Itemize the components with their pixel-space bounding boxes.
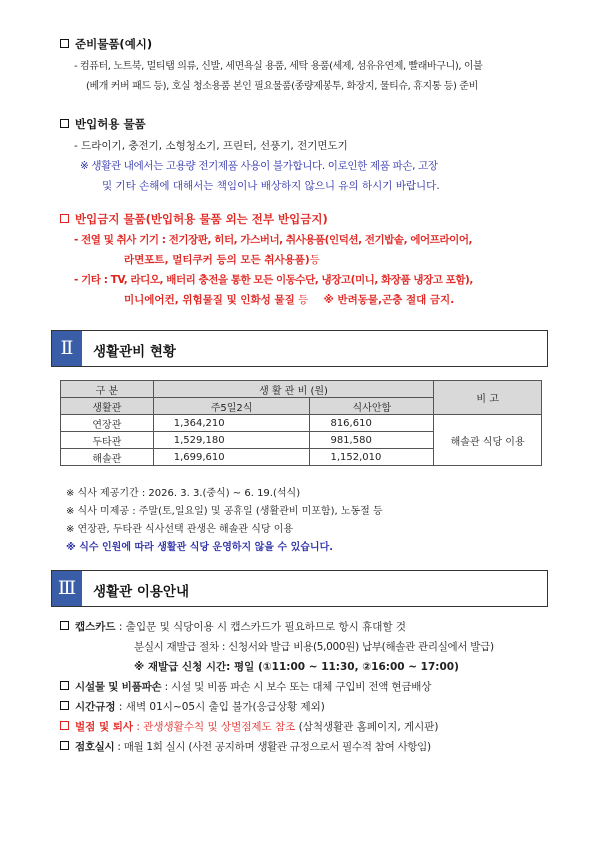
checkbox-bullet-icon (60, 721, 69, 730)
sub-weekly-header: 주5일2식 (153, 398, 310, 415)
forbidden-line-4 (124, 292, 454, 307)
section-3-header (51, 570, 548, 607)
no-meal-cost: 1,152,010 (310, 449, 434, 466)
checkbox-bullet-icon (60, 621, 69, 630)
section-2-header (51, 330, 548, 367)
damage-label: 시설물 및 비품파손 (75, 681, 162, 693)
allowed-note-1: ※ 생활관 내에서는 고용량 전기제품 사용이 불가합니다. 이로인한 제품 파손, 고장 (80, 160, 438, 172)
table-row (61, 415, 542, 432)
penalty-reference: : 관생생활수칙 및 상벌점제도 참조 (136, 721, 296, 733)
hall-name: 두타관 (61, 432, 154, 449)
damage-text: : 시설 및 비품 파손 시 보수 또는 대체 구입비 전액 현금배상 (164, 681, 432, 693)
caps-card-reissue-time: ※ 재발급 신청 시간: 평일 (①11:00 ~ 11:30, ②16:00 ~ 17:00) (134, 661, 459, 673)
forbidden-line-4-text: 미니에어컨, 위험물질 및 인화성 물질 (124, 294, 295, 306)
section-2-title: 생활관비 현황 (93, 344, 176, 360)
forbidden-line-1: - 전열 및 취사 기기 : 전기장판, 히터, 가스버너, 취사용품(인덕션, 전기밥솥, 에어프라이어, (74, 234, 473, 246)
time-rule-text: : 새벽 01시~05시 출입 불가(응급상황 제외) (118, 701, 325, 713)
time-rule-label: 시간규정 (75, 701, 116, 713)
checkbox-bullet-icon (60, 39, 69, 48)
caps-card-text: : 출입문 및 식당이용 시 캡스카드가 필요하므로 항시 휴대할 것 (118, 621, 407, 633)
weekly-cost: 1,699,610 (153, 449, 310, 466)
prepare-line-1: - 컴퓨터, 노트북, 멀티탭 의류, 신발, 세면욕실 용품, 세탁 용품(세제, 섬유유연제, 빨래바구니), 이불 (74, 61, 483, 72)
forbidden-pet-notice: ※ 반려동물,곤충 절대 금지. (323, 294, 455, 306)
no-meal-note: ※ 식사 미제공 : 주말(토,일요일) 및 공휴일 (생활관비 미포함), 노동절 등 (66, 506, 383, 517)
col-category-header: 구 분 (61, 381, 154, 398)
roll-call-text: : 매월 1회 실시 (사전 공지하며 생활관 규정으로서 필수적 참여 사항임) (117, 741, 431, 753)
allowed-line-1: - 드라이기, 충전기, 소형청소기, 프린터, 선풍기, 전기면도기 (74, 140, 348, 152)
roll-call-item (60, 739, 431, 754)
cost-table (60, 380, 542, 466)
sub-hall-header: 생활관 (61, 398, 154, 415)
forbidden-line-2 (124, 252, 320, 267)
col-note-header: 비 고 (434, 381, 542, 415)
prepare-line-2: (베개 커버 패드 등), 호실 청소용품 본인 필요물품(종량제봉투, 화장지, 물티슈, 휴지통 등) 준비 (86, 81, 478, 92)
checkbox-bullet-icon (60, 214, 69, 223)
allowed-note-2: 및 기타 손해에 대해서는 책임이나 배상하지 않으니 유의 하시기 바랍니다. (102, 180, 440, 192)
sub-meal-header: 식사안함 (310, 398, 434, 415)
forbidden-line-2-suffix: 등 (309, 254, 320, 266)
note-value: 해솔관 식당 이용 (434, 415, 542, 466)
no-meal-cost: 816,610 (310, 415, 434, 432)
checkbox-bullet-icon (60, 741, 69, 750)
forbidden-line-3: - 기타 : TV, 라디오, 배터리 충전을 통한 모든 이동수단, 냉장고(미니, 화장품 냉장고 포함), (74, 274, 473, 286)
forbidden-title: 반입금지 물품(반입허용 물품 외는 전부 반입금지) (75, 212, 328, 226)
checkbox-bullet-icon (60, 681, 69, 690)
weekly-cost: 1,364,210 (153, 415, 310, 432)
dining-note: ※ 연장관, 두타관 식사선택 관생은 해솔관 식당 이용 (66, 524, 294, 535)
penalty-item (60, 719, 439, 734)
damage-item (60, 679, 431, 694)
dining-notice: ※ 식수 인원에 따라 생활관 식당 운영하지 않을 수 있습니다. (66, 542, 334, 553)
forbidden-line-4-suffix: 등 (298, 294, 309, 306)
penalty-text: (삼척생활관 홈페이지, 게시판) (298, 721, 439, 733)
checkbox-bullet-icon (60, 119, 69, 128)
forbidden-heading (60, 211, 328, 227)
time-rule-item (60, 699, 325, 714)
section-2-roman: Ⅱ (52, 331, 82, 366)
weekly-cost: 1,529,180 (153, 432, 310, 449)
prepare-heading (60, 36, 152, 52)
checkbox-bullet-icon (60, 701, 69, 710)
roll-call-label: 점호실시 (75, 741, 115, 753)
section-3-roman: Ⅲ (52, 571, 82, 606)
caps-card-reissue: 분실시 재발급 절차 : 신청서와 발급 비용(5,000원) 납부(해솔관 관리실에서 발급) (134, 641, 494, 653)
caps-card-item (60, 619, 406, 634)
allowed-title: 반입허용 물품 (75, 117, 146, 131)
no-meal-cost: 981,580 (310, 432, 434, 449)
table-header-row (61, 381, 542, 398)
penalty-label: 벌점 및 퇴사 (75, 721, 134, 733)
hall-name: 연장관 (61, 415, 154, 432)
hall-name: 해솔관 (61, 449, 154, 466)
meal-period-note: ※ 식사 제공기간 : 2026. 3. 3.(중식) ~ 6. 19.(석식) (66, 488, 301, 499)
caps-card-label: 캡스카드 (75, 621, 116, 633)
section-3-title: 생활관 이용안내 (93, 584, 189, 600)
allowed-heading (60, 116, 146, 132)
col-cost-header: 생 활 관 비 (원) (153, 381, 434, 398)
forbidden-line-2-text: 라면포트, 멀티쿠커 등의 모든 취사용품) (124, 254, 310, 266)
prepare-title: 준비물품(예시) (75, 37, 153, 51)
